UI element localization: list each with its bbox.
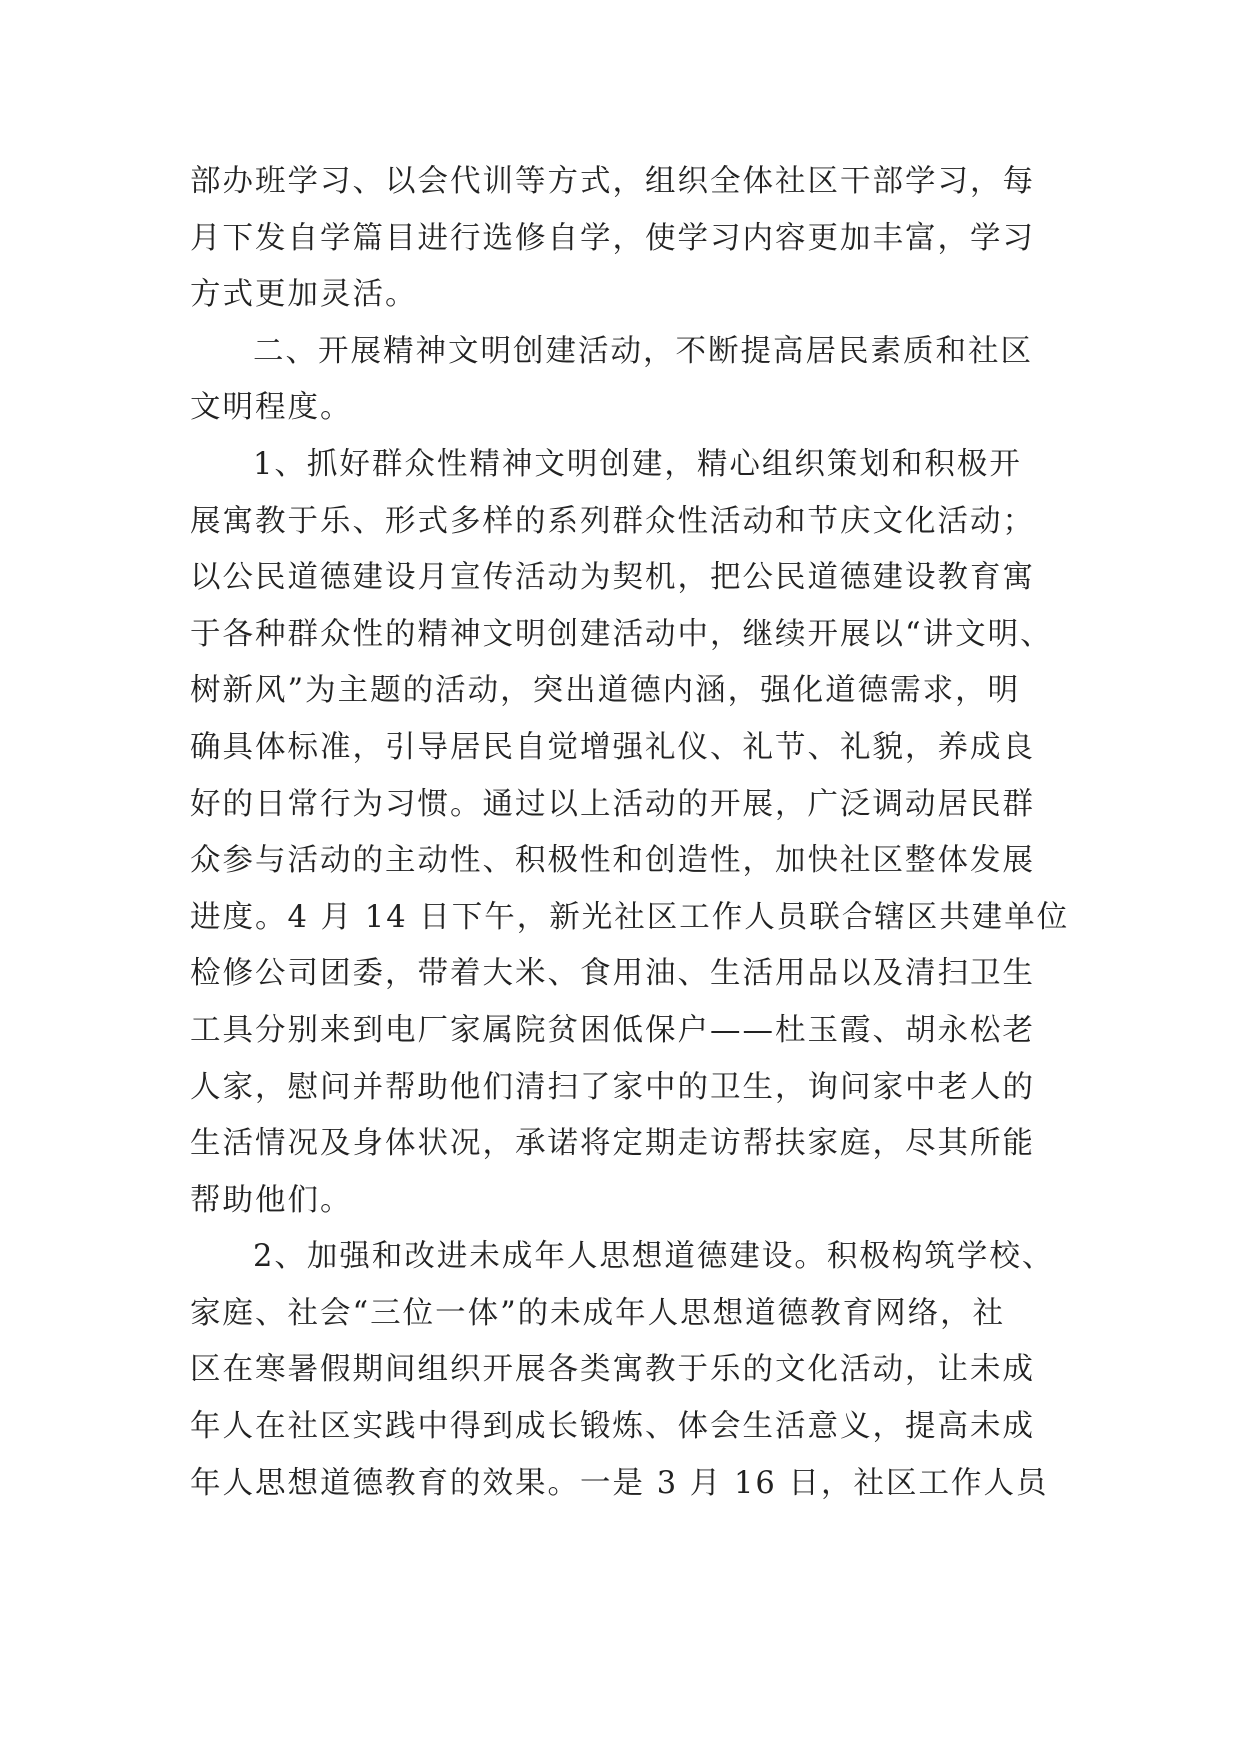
- text-line: 年人在社区实践中得到成长锻炼、体会生活意义，提高未成: [190, 1409, 1035, 1445]
- text-line: 月下发自学篇目进行选修自学，使学习内容更加丰富，学习: [190, 220, 1035, 256]
- text-line: 以公民道德建设月宣传活动为契机，把公民道德建设教育寓: [190, 560, 1035, 596]
- paragraph-start: 2、加强和改进未成年人思想道德建设。积极构筑学校、: [253, 1239, 1055, 1275]
- paragraph-start: 1、抓好群众性精神文明创建，精心组织策划和积极开: [253, 446, 1022, 482]
- text-line: 部办班学习、以会代训等方式，组织全体社区干部学习，每: [190, 164, 1035, 199]
- text-line: 文明程度。: [190, 390, 353, 426]
- document-body: [190, 154, 1070, 1512]
- text-line: 检修公司团委，带着大米、食用油、生活用品以及清扫卫生: [190, 956, 1035, 992]
- text-line: 年人思想道德教育的效果。一是 3 月 16 日，社区工作人员: [190, 1465, 1049, 1501]
- text-line: 工具分别来到电厂家属院贫困低保户——杜玉霞、胡永松老: [190, 1012, 1035, 1048]
- text-line: 人家，慰问并帮助他们清扫了家中的卫生，询问家中老人的: [190, 1069, 1035, 1105]
- text-line: 众参与活动的主动性、积极性和创造性，加快社区整体发展: [190, 843, 1035, 879]
- text-line: 确具体标准，引导居民自觉增强礼仪、礼节、礼貌，养成良: [190, 729, 1035, 765]
- text-line: 生活情况及身体状况，承诺将定期走访帮扶家庭，尽其所能: [190, 1126, 1035, 1162]
- text-line: 展寓教于乐、形式多样的系列群众性活动和节庆文化活动；: [190, 503, 1035, 539]
- text-line: 区在寒暑假期间组织开展各类寓教于乐的文化活动，让未成: [190, 1352, 1035, 1388]
- text-line: 家庭、社会“三位一体”的未成年人思想道德教育网络，社: [190, 1295, 1006, 1331]
- text-line: 帮助他们。: [190, 1182, 353, 1218]
- text-line: 方式更加灵活。: [190, 277, 418, 313]
- text-line: 树新风”为主题的活动，突出道德内涵，强化道德需求，明: [190, 673, 1021, 709]
- text-line: 好的日常行为习惯。通过以上活动的开展，广泛调动居民群: [190, 786, 1035, 822]
- text-line: 于各种群众性的精神文明创建活动中，继续开展以“讲文明、: [190, 616, 1053, 652]
- text-line: 进度。4 月 14 日下午，新光社区工作人员联合辖区共建单位: [190, 899, 1070, 935]
- section-heading: 二、开展精神文明创建活动，不断提高居民素质和社区: [253, 333, 1033, 369]
